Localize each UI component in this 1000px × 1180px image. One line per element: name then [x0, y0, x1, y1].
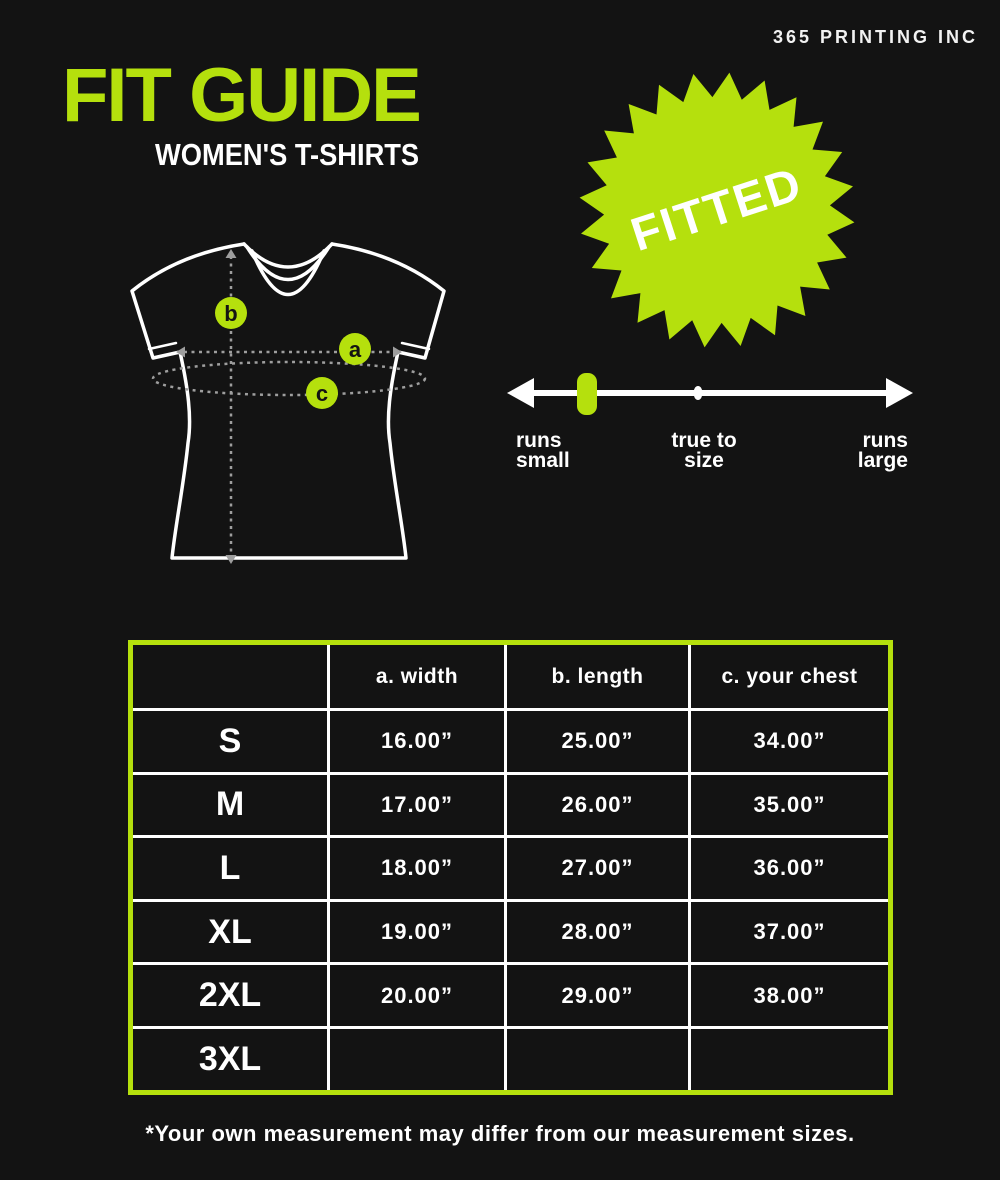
tshirt-diagram — [120, 228, 460, 573]
true-to-size-dot — [694, 386, 703, 400]
scale-label-runs-small: runs small — [516, 429, 570, 472]
header-length: b. length — [506, 643, 690, 710]
size-label: S — [131, 710, 329, 774]
length-value — [506, 1027, 690, 1092]
tshirt-outline-icon — [132, 244, 444, 558]
marker-c — [306, 377, 338, 409]
header-size — [131, 643, 329, 710]
chest-value: 37.00” — [690, 900, 891, 964]
table-row — [131, 710, 891, 774]
measurement-disclaimer: *Your own measurement may differ from our measurement sizes. — [145, 1121, 855, 1146]
chest-value: 38.00” — [690, 964, 891, 1028]
chest-value: 35.00” — [690, 773, 891, 837]
table-row — [131, 773, 891, 837]
size-label: M — [131, 773, 329, 837]
marker-b — [215, 297, 247, 329]
measurement-guides — [153, 256, 425, 557]
fit-scale — [505, 358, 915, 430]
brand-name: 365 PRINTING INC — [772, 27, 978, 47]
scale-arrow-icon — [507, 378, 913, 408]
width-value: 16.00” — [329, 710, 506, 774]
table-row — [131, 964, 891, 1028]
length-value: 26.00” — [506, 773, 690, 837]
scale-label-runs-large: runs large — [857, 429, 908, 472]
page-title: FIT GUIDE — [62, 53, 420, 138]
fit-indicator — [577, 373, 597, 415]
marker-c-label: c — [315, 381, 329, 406]
length-value: 29.00” — [506, 964, 690, 1028]
chest-value: 34.00” — [690, 710, 891, 774]
measurement-arrowheads — [176, 249, 402, 564]
header-chest: c. your chest — [690, 643, 891, 710]
size-table — [128, 640, 893, 1095]
marker-a — [339, 333, 371, 365]
length-value: 27.00” — [506, 837, 690, 901]
table-row — [131, 837, 891, 901]
table-row — [131, 900, 891, 964]
width-value — [329, 1027, 506, 1092]
width-value: 18.00” — [329, 837, 506, 901]
width-value: 19.00” — [329, 900, 506, 964]
size-label: 2XL — [131, 964, 329, 1028]
page-subtitle: WOMEN'S T-SHIRTS — [155, 137, 420, 172]
length-value: 28.00” — [506, 900, 690, 964]
size-label: 3XL — [131, 1027, 329, 1092]
table-row — [131, 1027, 891, 1092]
chest-value: 36.00” — [690, 837, 891, 901]
badge-label: FITTED — [624, 156, 809, 262]
marker-b-label: b — [224, 301, 238, 326]
width-value: 20.00” — [329, 964, 506, 1028]
marker-a-label: a — [348, 337, 362, 362]
fitted-badge — [577, 70, 857, 350]
chest-value — [690, 1027, 891, 1092]
size-label: L — [131, 837, 329, 901]
width-value: 17.00” — [329, 773, 506, 837]
length-value: 25.00” — [506, 710, 690, 774]
header-width: a. width — [329, 643, 506, 710]
table-header-row — [131, 643, 891, 710]
size-label: XL — [131, 900, 329, 964]
scale-label-true-to-size: true to size — [671, 429, 737, 472]
